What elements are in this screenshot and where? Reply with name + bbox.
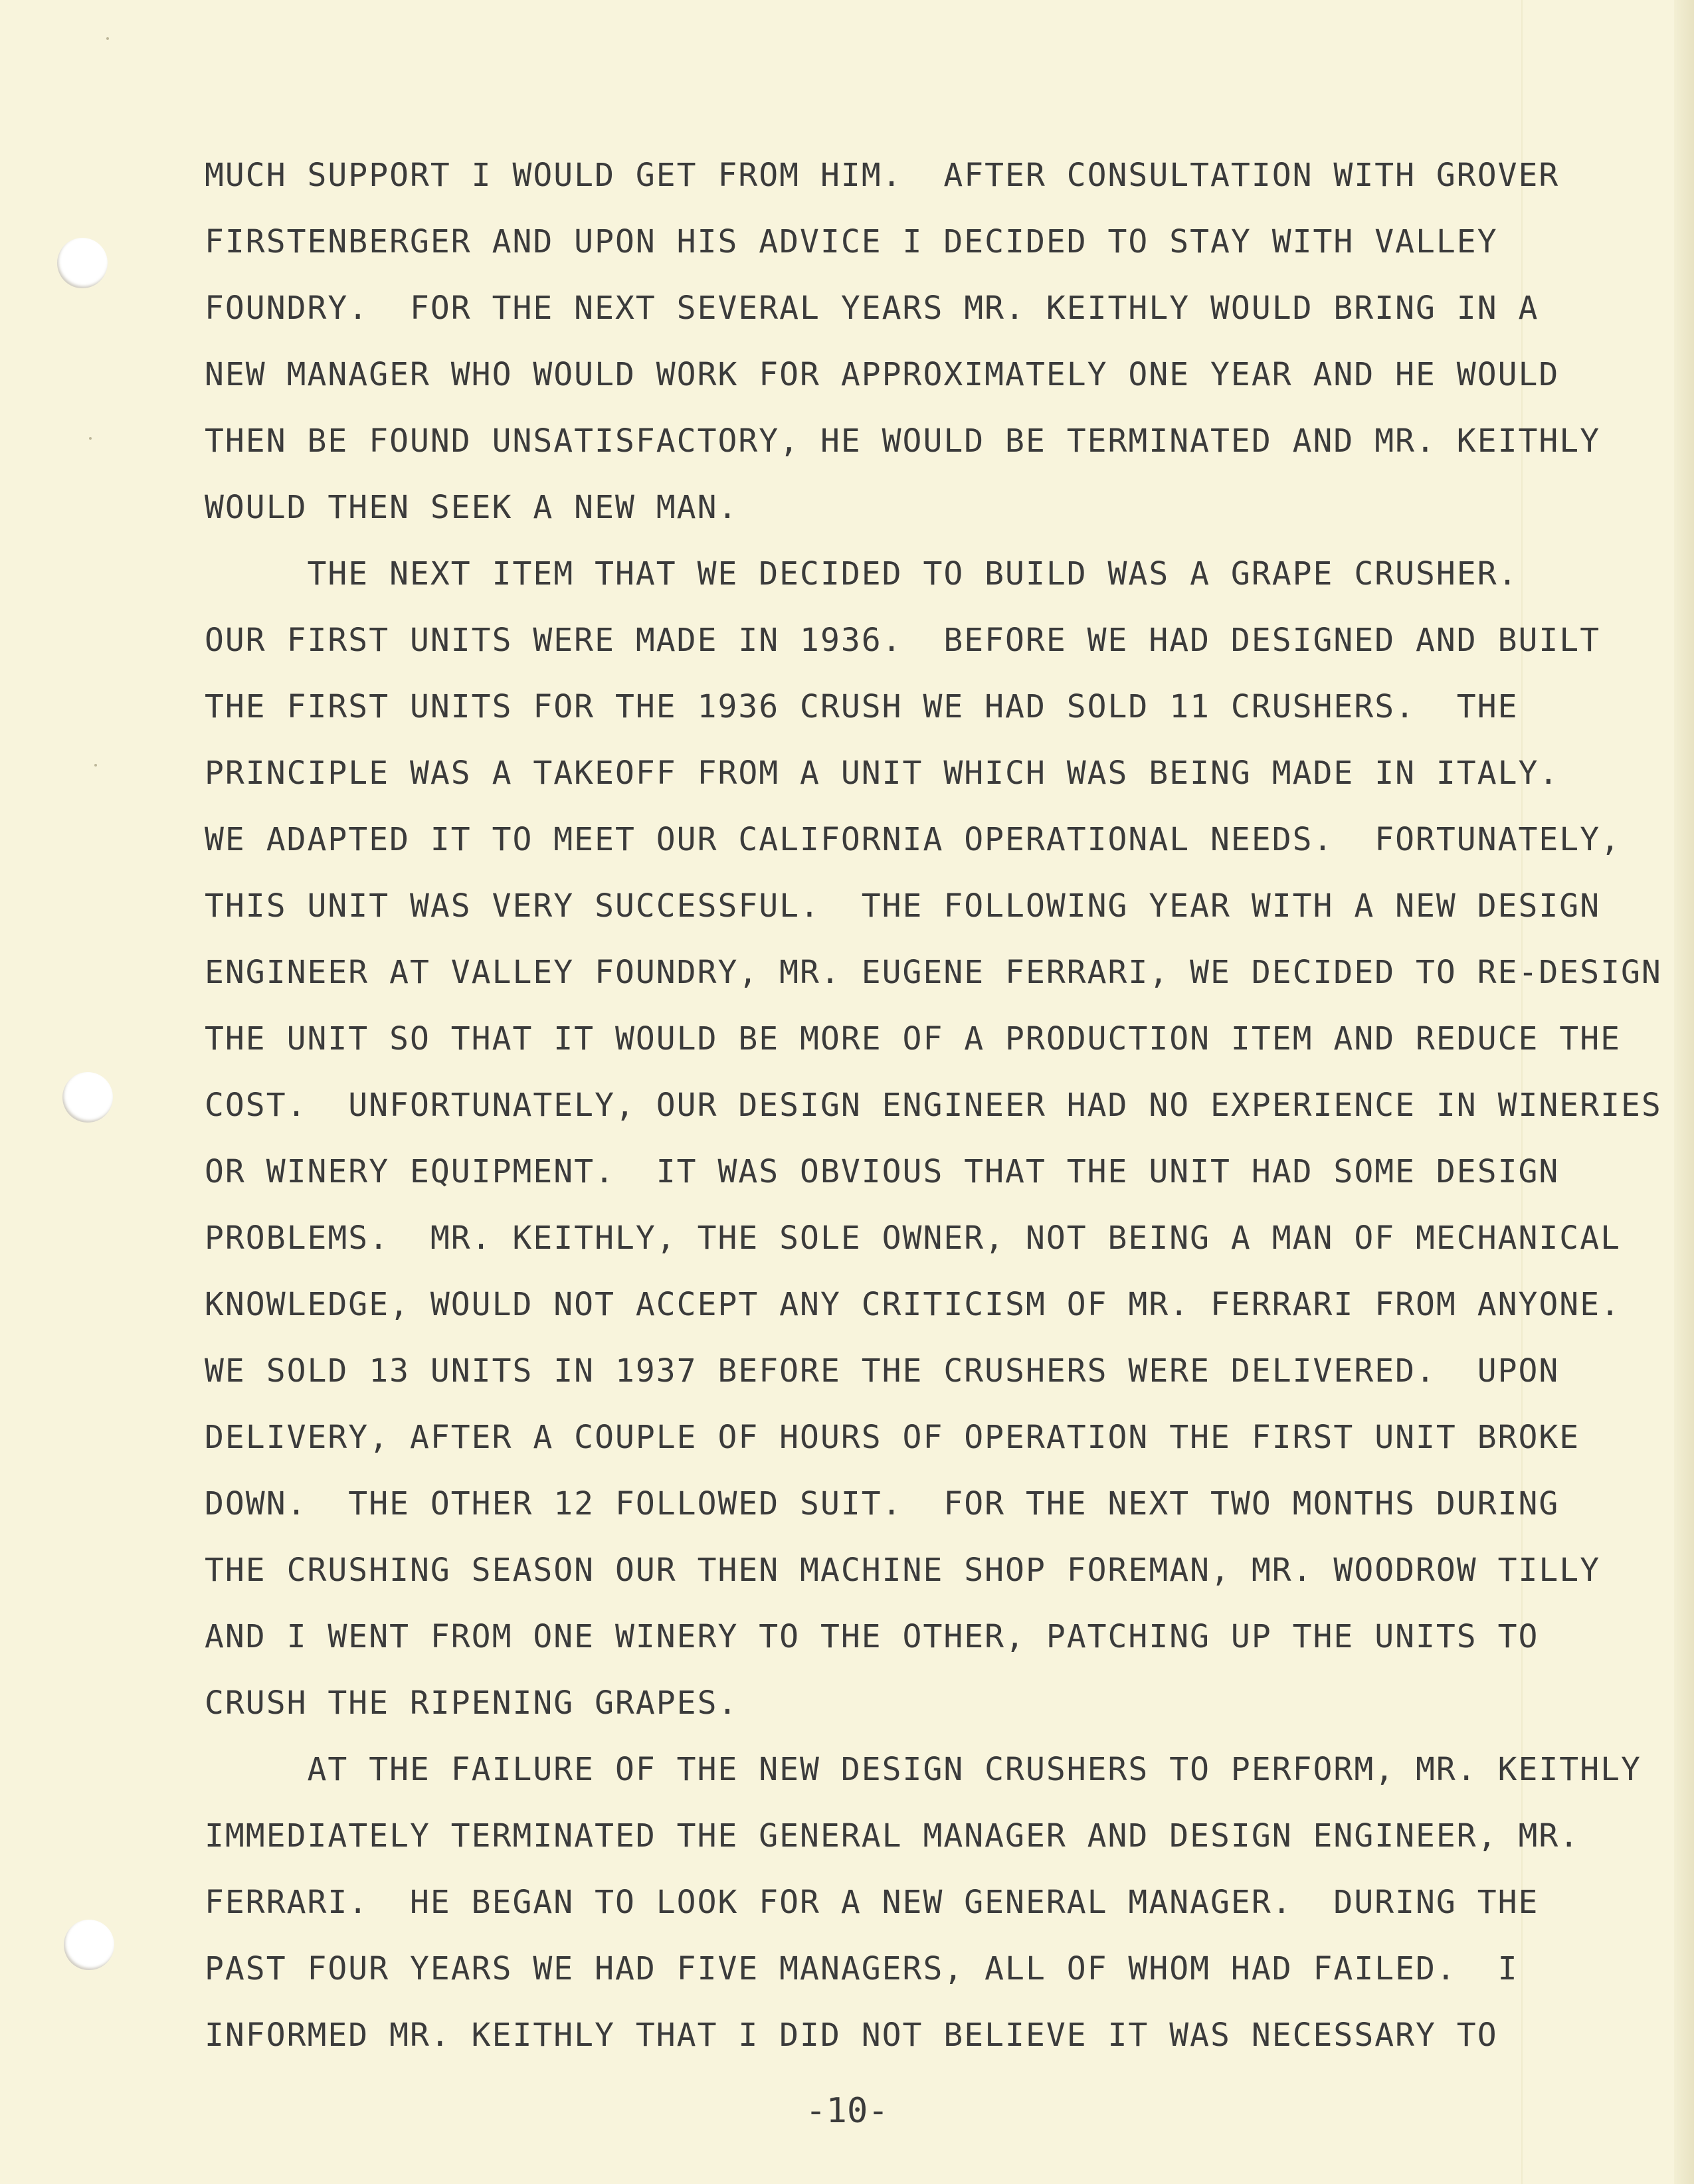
text-line: CRUSH THE RIPENING GRAPES. bbox=[205, 1684, 739, 1722]
text-line: NEW MANAGER WHO WOULD WORK FOR APPROXIMATELY ONE YEAR AND HE WOULD bbox=[205, 356, 1560, 393]
text-line: WOULD THEN SEEK A NEW MAN. bbox=[205, 489, 739, 526]
page-edge-shadow bbox=[1674, 0, 1694, 2184]
text-line: DELIVERY, AFTER A COUPLE OF HOURS OF OPERATION THE FIRST UNIT BROKE bbox=[205, 1419, 1580, 1456]
punch-hole-bottom bbox=[64, 1920, 114, 1970]
text-line: ENGINEER AT VALLEY FOUNDRY, MR. EUGENE FERRARI, WE DECIDED TO RE-DESIGN bbox=[205, 954, 1662, 991]
text-line: DOWN. THE OTHER 12 FOLLOWED SUIT. FOR THE NEXT TWO MONTHS DURING bbox=[205, 1485, 1560, 1522]
text-line: THIS UNIT WAS VERY SUCCESSFUL. THE FOLLOWING YEAR WITH A NEW DESIGN bbox=[205, 887, 1601, 925]
text-line: THE CRUSHING SEASON OUR THEN MACHINE SHOP FOREMAN, MR. WOODROW TILLY bbox=[205, 1552, 1601, 1589]
text-line: THE NEXT ITEM THAT WE DECIDED TO BUILD WAS A GRAPE CRUSHER. bbox=[205, 555, 1519, 592]
text-line: OR WINERY EQUIPMENT. IT WAS OBVIOUS THAT THE UNIT HAD SOME DESIGN bbox=[205, 1153, 1560, 1190]
text-line: OUR FIRST UNITS WERE MADE IN 1936. BEFORE WE HAD DESIGNED AND BUILT bbox=[205, 622, 1601, 659]
body-text bbox=[205, 151, 1662, 2078]
text-line: MUCH SUPPORT I WOULD GET FROM HIM. AFTER CONSULTATION WITH GROVER bbox=[205, 157, 1560, 194]
text-line: WE SOLD 13 UNITS IN 1937 BEFORE THE CRUSHERS WERE DELIVERED. UPON bbox=[205, 1352, 1560, 1390]
paper-speck bbox=[89, 437, 92, 440]
text-line: INFORMED MR. KEITHLY THAT I DID NOT BELIEVE IT WAS NECESSARY TO bbox=[205, 2017, 1498, 2054]
text-line: FIRSTENBERGER AND UPON HIS ADVICE I DECIDED TO STAY WITH VALLEY bbox=[205, 223, 1498, 260]
paper-speck bbox=[106, 37, 109, 40]
punch-hole-top bbox=[57, 238, 108, 288]
paper-speck bbox=[94, 764, 97, 767]
text-line: THE FIRST UNITS FOR THE 1936 CRUSH WE HAD SOLD 11 CRUSHERS. THE bbox=[205, 688, 1519, 725]
text-line: KNOWLEDGE, WOULD NOT ACCEPT ANY CRITICISM OF MR. FERRARI FROM ANYONE. bbox=[205, 1286, 1621, 1323]
text-line: FERRARI. HE BEGAN TO LOOK FOR A NEW GENERAL MANAGER. DURING THE bbox=[205, 1884, 1539, 1921]
text-line: FOUNDRY. FOR THE NEXT SEVERAL YEARS MR. KEITHLY WOULD BRING IN A bbox=[205, 290, 1539, 327]
text-line: PROBLEMS. MR. KEITHLY, THE SOLE OWNER, NOT BEING A MAN OF MECHANICAL bbox=[205, 1220, 1621, 1257]
text-line: PRINCIPLE WAS A TAKEOFF FROM A UNIT WHICH WAS BEING MADE IN ITALY. bbox=[205, 755, 1560, 792]
text-line: COST. UNFORTUNATELY, OUR DESIGN ENGINEER HAD NO EXPERIENCE IN WINERIES bbox=[205, 1087, 1662, 1124]
text-line: THE UNIT SO THAT IT WOULD BE MORE OF A PRODUCTION ITEM AND REDUCE THE bbox=[205, 1020, 1621, 1057]
page-number: -10- bbox=[805, 2091, 889, 2131]
text-line: AT THE FAILURE OF THE NEW DESIGN CRUSHERS TO PERFORM, MR. KEITHLY bbox=[205, 1751, 1642, 1788]
text-line: PAST FOUR YEARS WE HAD FIVE MANAGERS, ALL OF WHOM HAD FAILED. I bbox=[205, 1950, 1519, 1987]
text-line: WE ADAPTED IT TO MEET OUR CALIFORNIA OPERATIONAL NEEDS. FORTUNATELY, bbox=[205, 821, 1621, 858]
text-line: IMMEDIATELY TERMINATED THE GENERAL MANAGER AND DESIGN ENGINEER, MR. bbox=[205, 1817, 1580, 1855]
punch-hole-middle bbox=[62, 1072, 113, 1123]
text-line: THEN BE FOUND UNSATISFACTORY, HE WOULD BE TERMINATED AND MR. KEITHLY bbox=[205, 422, 1601, 460]
text-line: AND I WENT FROM ONE WINERY TO THE OTHER, PATCHING UP THE UNITS TO bbox=[205, 1618, 1539, 1655]
